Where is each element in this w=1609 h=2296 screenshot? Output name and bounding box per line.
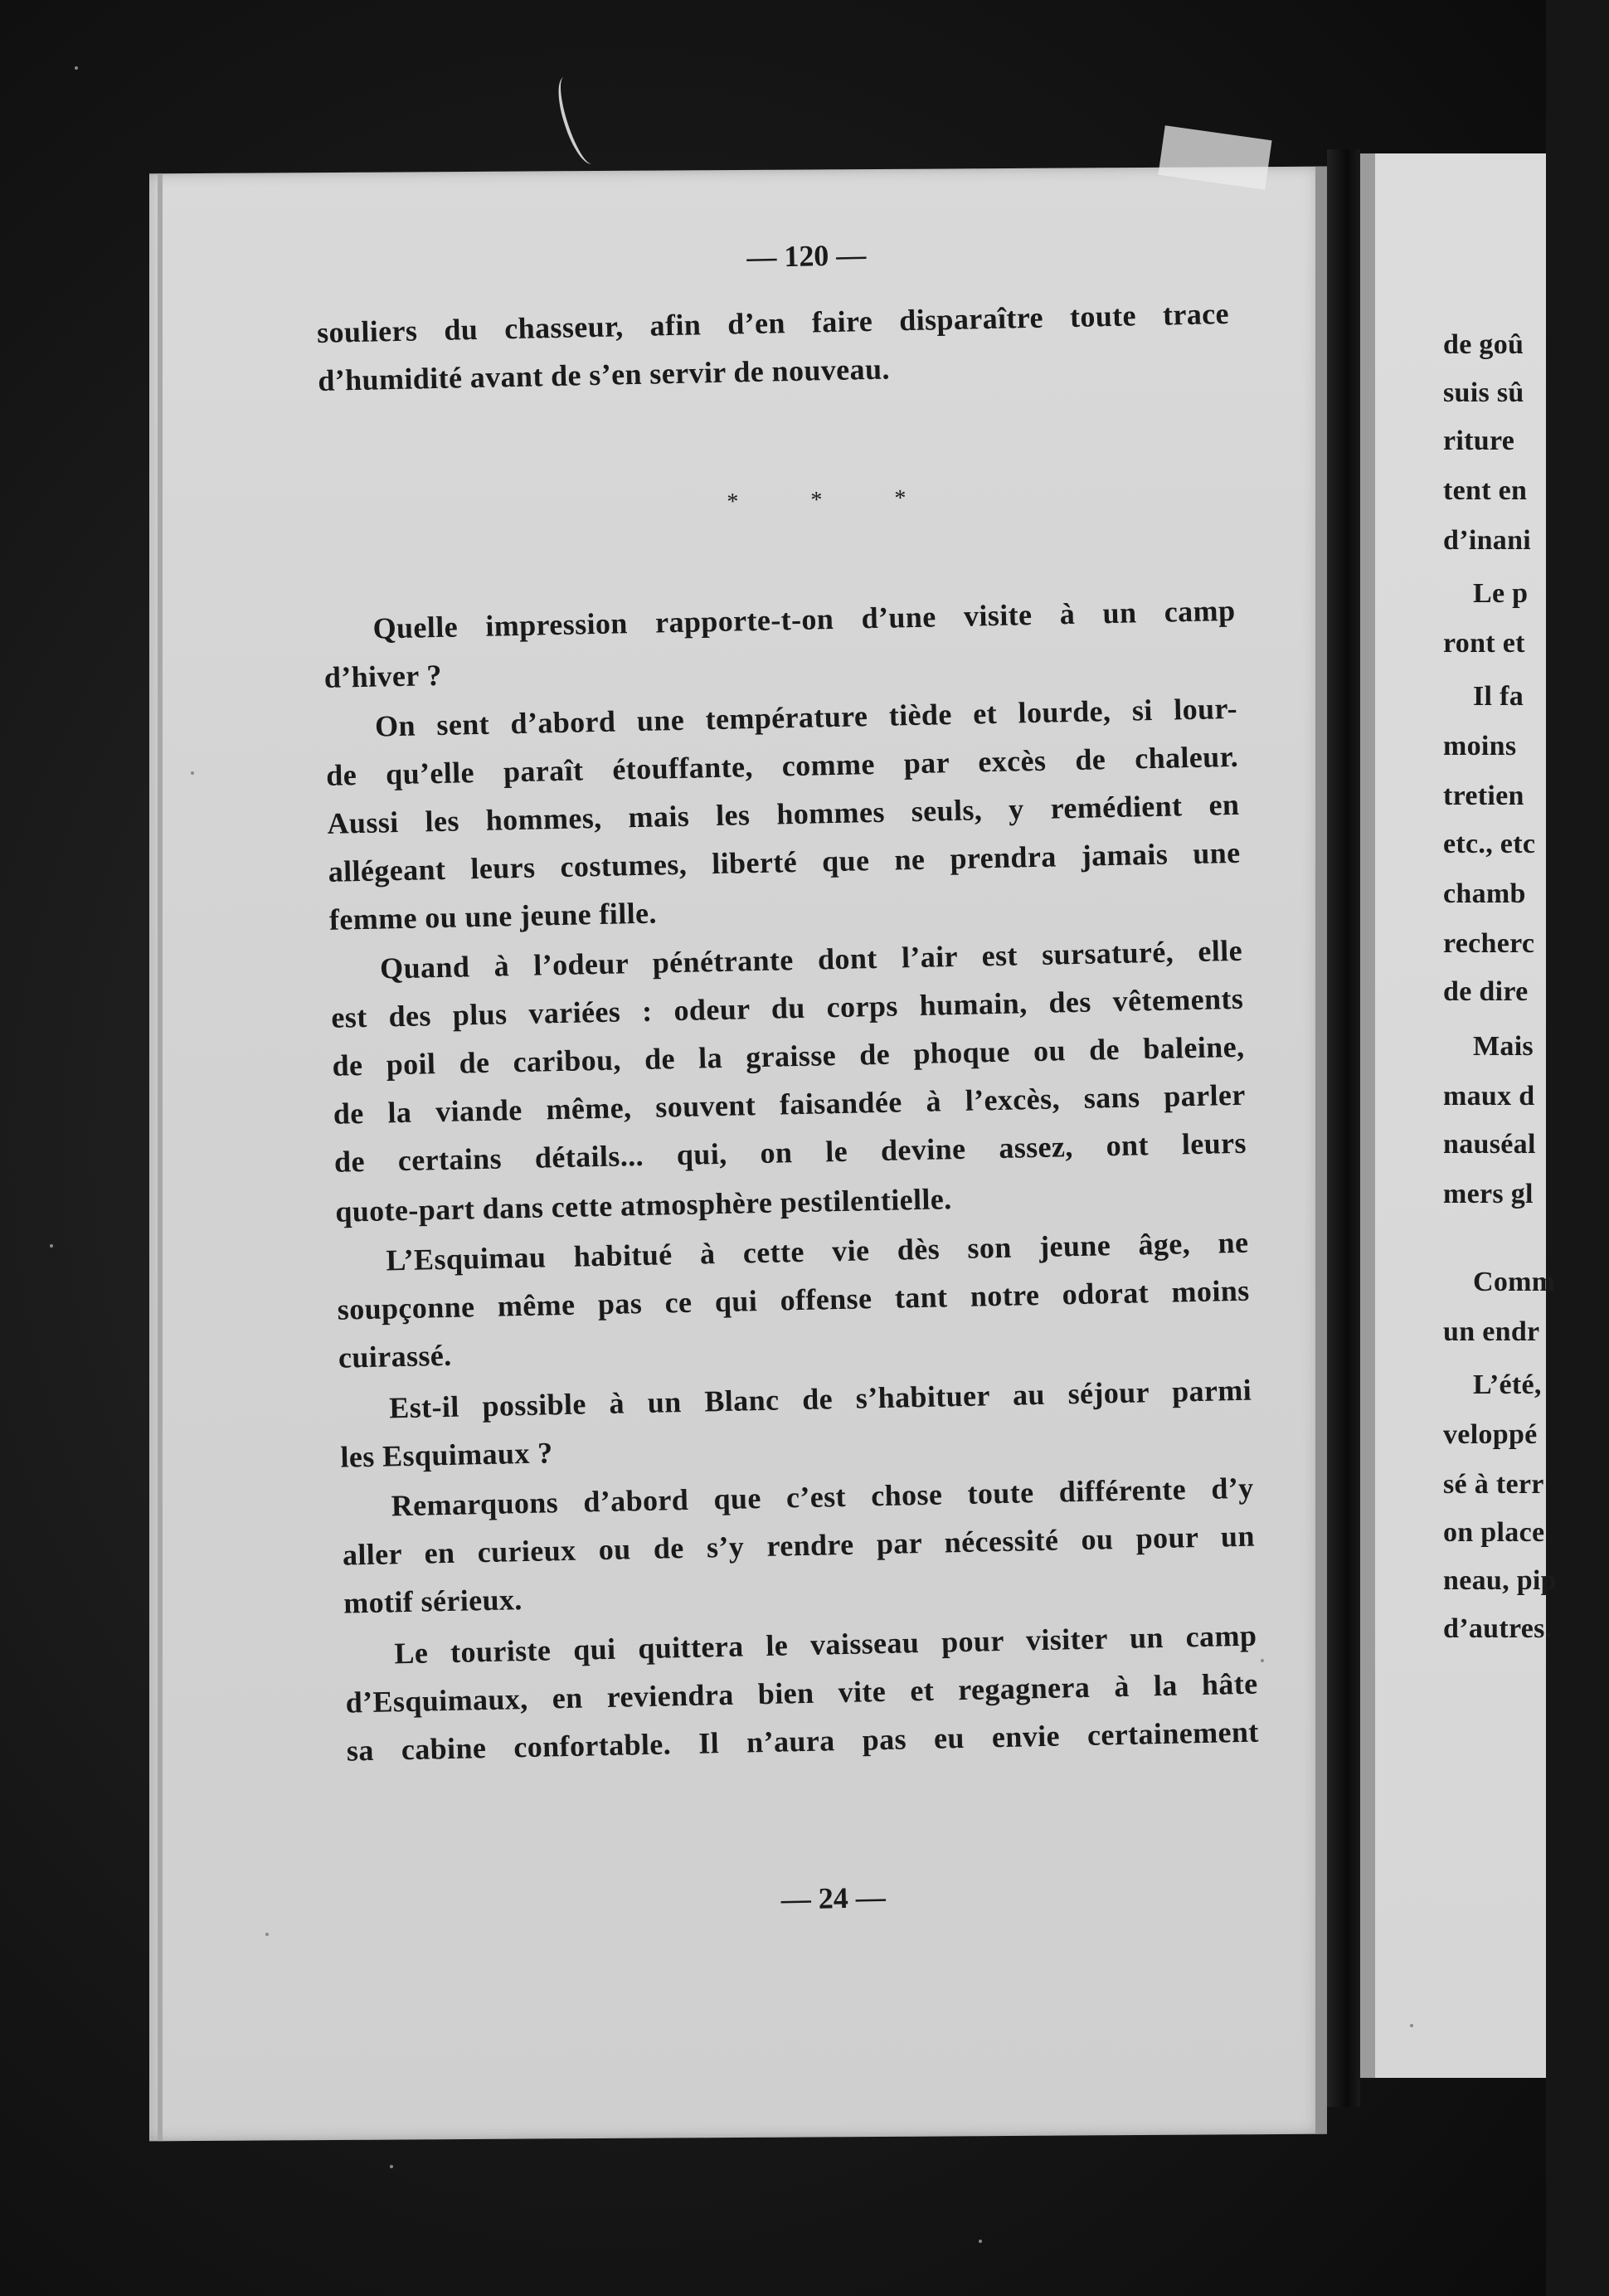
right-text-line: veloppé (1443, 1419, 1538, 1450)
right-page (1360, 153, 1557, 2078)
right-text-line: un endr (1443, 1316, 1540, 1347)
section-separator: * * * (727, 484, 940, 515)
right-text-line: d’inani (1443, 525, 1532, 556)
right-text-line: chamb (1443, 878, 1526, 909)
text-line: aller en curieux ou de s’y rendre par nécessité ou pour un (342, 1519, 1256, 1572)
text-line: motif sérieux. (343, 1583, 523, 1620)
text-line: Aussi les hommes, mais les hommes seuls, y remédient en (327, 787, 1240, 840)
right-page-edge (1360, 153, 1375, 2078)
film-speck (979, 2240, 982, 2243)
text-line: cuirassé. (338, 1338, 452, 1374)
book-gutter (1327, 149, 1360, 2107)
right-text-line: recherc (1443, 928, 1535, 959)
text-line: de la viande même, souvent faisandée à l’excès, sans parler (333, 1077, 1247, 1131)
right-text-line: maux d (1443, 1081, 1535, 1112)
text-line: Est-il possible à un Blanc de s’habituer au séjour parmi (388, 1373, 1252, 1425)
text-line: est des plus variées : odeur du corps humain, des vêtements (330, 981, 1244, 1034)
text-line: femme ou une jeune fille. (328, 896, 658, 936)
text-line: souliers du chasseur, afin d’en faire disparaître toute trace (316, 296, 1230, 349)
right-text-line: Mais (1473, 1031, 1534, 1062)
right-text-line: neau, pip (1443, 1565, 1557, 1596)
right-text-line: moins (1443, 731, 1517, 761)
running-head: — 120 — (746, 238, 867, 275)
right-text-line: mers gl (1443, 1179, 1534, 1209)
text-line: d’hiver ? (323, 658, 443, 694)
right-text-line: on place (1443, 1517, 1545, 1548)
text-line: On sent d’abord une température tiède et lourde, si lour- (374, 691, 1238, 743)
text-line: soupçonne même pas ce qui offense tant notre odorat moins (337, 1273, 1250, 1326)
right-text-line: etc., etc (1443, 829, 1536, 859)
text-line: allégeant leurs costumes, liberté que ne prendra jamais une (328, 835, 1241, 888)
text-line: de poil de caribou, de la graisse de phoque ou de baleine, (332, 1029, 1245, 1082)
film-speck (191, 771, 194, 775)
right-text-line: L’été, (1473, 1369, 1542, 1400)
text-line: sa cabine confortable. Il n’aura pas eu envie certainement (346, 1715, 1260, 1768)
film-speck (390, 2165, 393, 2168)
text-line: quote-part dans cette atmosphère pestilentielle. (334, 1182, 952, 1228)
film-speck (75, 66, 78, 70)
right-text-line: tretien (1443, 781, 1524, 811)
text-line: Quand à l’odeur pénétrante dont l’air est sursaturé, elle (379, 933, 1243, 985)
text-line: Remarquons d’abord que c’est chose toute différente d’y (391, 1471, 1254, 1523)
right-text-line: riture (1443, 426, 1515, 456)
right-text-line: sé à terr (1443, 1469, 1544, 1500)
text-line: d’Esquimaux, en reviendra bien vite et regagnera à la hâte (345, 1666, 1258, 1720)
film-speck (50, 1244, 53, 1248)
right-text-line: de goû (1443, 329, 1524, 360)
right-text-line: ront et (1443, 628, 1525, 659)
right-text-line: tent en (1443, 475, 1528, 506)
film-speck (265, 1933, 269, 1936)
text-line: de qu’elle paraît étouffante, comme par excès de chaleur. (325, 739, 1239, 792)
right-text-line: Le p (1473, 578, 1529, 609)
text-line: L’Esquimau habitué à cette vie dès son jeune âge, ne (386, 1225, 1249, 1277)
film-speck (1410, 2024, 1413, 2027)
right-text-line: de dire (1443, 976, 1529, 1007)
right-text-line: d’autres. (1443, 1613, 1553, 1644)
right-text-line: Il fa (1473, 681, 1524, 712)
right-text-line: suis sû (1443, 377, 1524, 408)
film-speck (1261, 1659, 1264, 1662)
right-text-line: nauséal (1443, 1129, 1536, 1160)
text-line: Le touriste qui quittera le vaisseau pour visiter un camp (394, 1618, 1257, 1671)
text-line: d’humidité avant de s’en servir de nouveau. (317, 352, 891, 397)
text-line: les Esquimaux ? (340, 1436, 553, 1474)
page-number: — 24 — (780, 1880, 887, 1916)
right-text-line: Comm (1473, 1267, 1556, 1297)
text-line: de certains détails... qui, on le devine assez, ont leurs (333, 1126, 1247, 1179)
text-line: Quelle impression rapporte-t-on d’une visite à un camp (372, 593, 1236, 645)
